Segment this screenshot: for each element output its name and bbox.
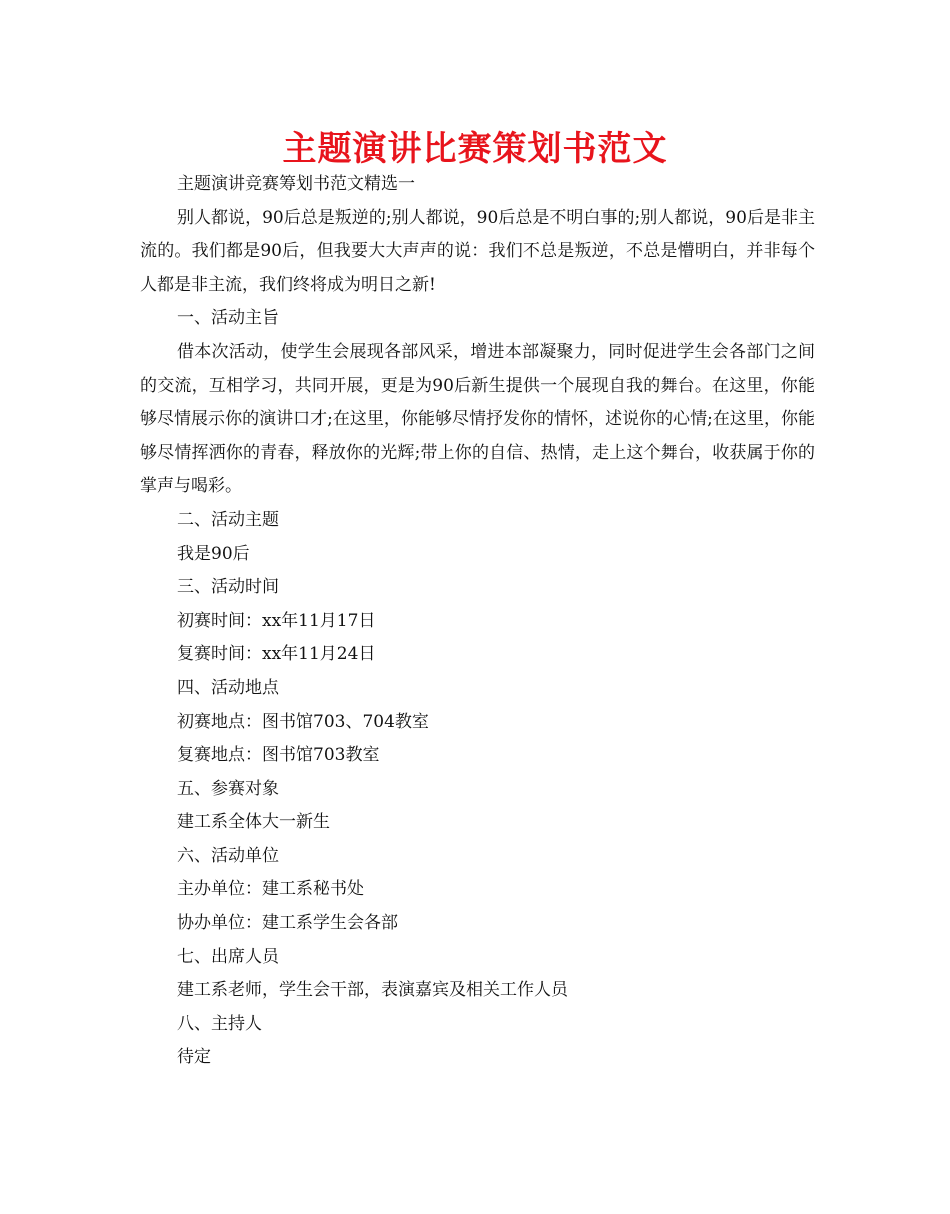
- moderator-text: 待定: [177, 1047, 211, 1068]
- participants-text: 建工系全体大一新生: [177, 812, 330, 833]
- subtitle: 主题演讲竞赛筹划书范文精选一: [177, 174, 415, 194]
- final-time: 复赛时间：xx年11月24日: [177, 644, 376, 665]
- section-heading-purpose: 一、活动主旨: [177, 308, 279, 329]
- section-heading-time: 三、活动时间: [177, 577, 279, 598]
- document-body: [140, 168, 815, 1075]
- theme-text: 我是90后: [177, 543, 250, 564]
- document-title: 主题演讲比赛策划书范文: [282, 129, 668, 169]
- cohost-unit: 协办单位：建工系学生会各部: [177, 913, 398, 934]
- intro-paragraph: 别人都说，90后总是叛逆的;别人都说，90后总是不明白事的;别人都说，90后是非主流的。我们都是90后，但我要大大声声的说：我们不总是叛逆，不总是懵明白，并非每个人都是非主流，我们终将成为明日之新!: [140, 207, 815, 295]
- section-heading-place: 四、活动地点: [177, 677, 279, 698]
- prelim-place: 初赛地点：图书馆703、704教室: [177, 711, 429, 732]
- section-heading-moderator: 八、主持人: [177, 1013, 262, 1034]
- prelim-time: 初赛时间：xx年11月17日: [177, 610, 376, 631]
- host-unit: 主办单位：建工系秘书处: [177, 879, 364, 900]
- purpose-paragraph: 借本次活动，使学生会展现各部风采，增进本部凝聚力，同时促进学生会各部门之间的交流，互相学习，共同开展，更是为90后新生提供一个展现自我的舞台。在这里，你能够尽情展示你的演讲口才;在这里，你能够尽情抒发你的情怀，述说你的心情;在这里，你能够尽情挥洒你的青春，释放你的光辉;带上你的自信、热情，走上这个舞台，收获属于你的掌声与喝彩。: [140, 341, 815, 497]
- section-heading-units: 六、活动单位: [177, 845, 279, 866]
- section-heading-participants: 五、参赛对象: [177, 778, 279, 799]
- attendees-text: 建工系老师，学生会干部，表演嘉宾及相关工作人员: [177, 980, 568, 1001]
- section-heading-attendees: 七、出席人员: [177, 946, 279, 967]
- final-place: 复赛地点：图书馆703教室: [177, 745, 380, 766]
- section-heading-theme: 二、活动主题: [177, 509, 279, 530]
